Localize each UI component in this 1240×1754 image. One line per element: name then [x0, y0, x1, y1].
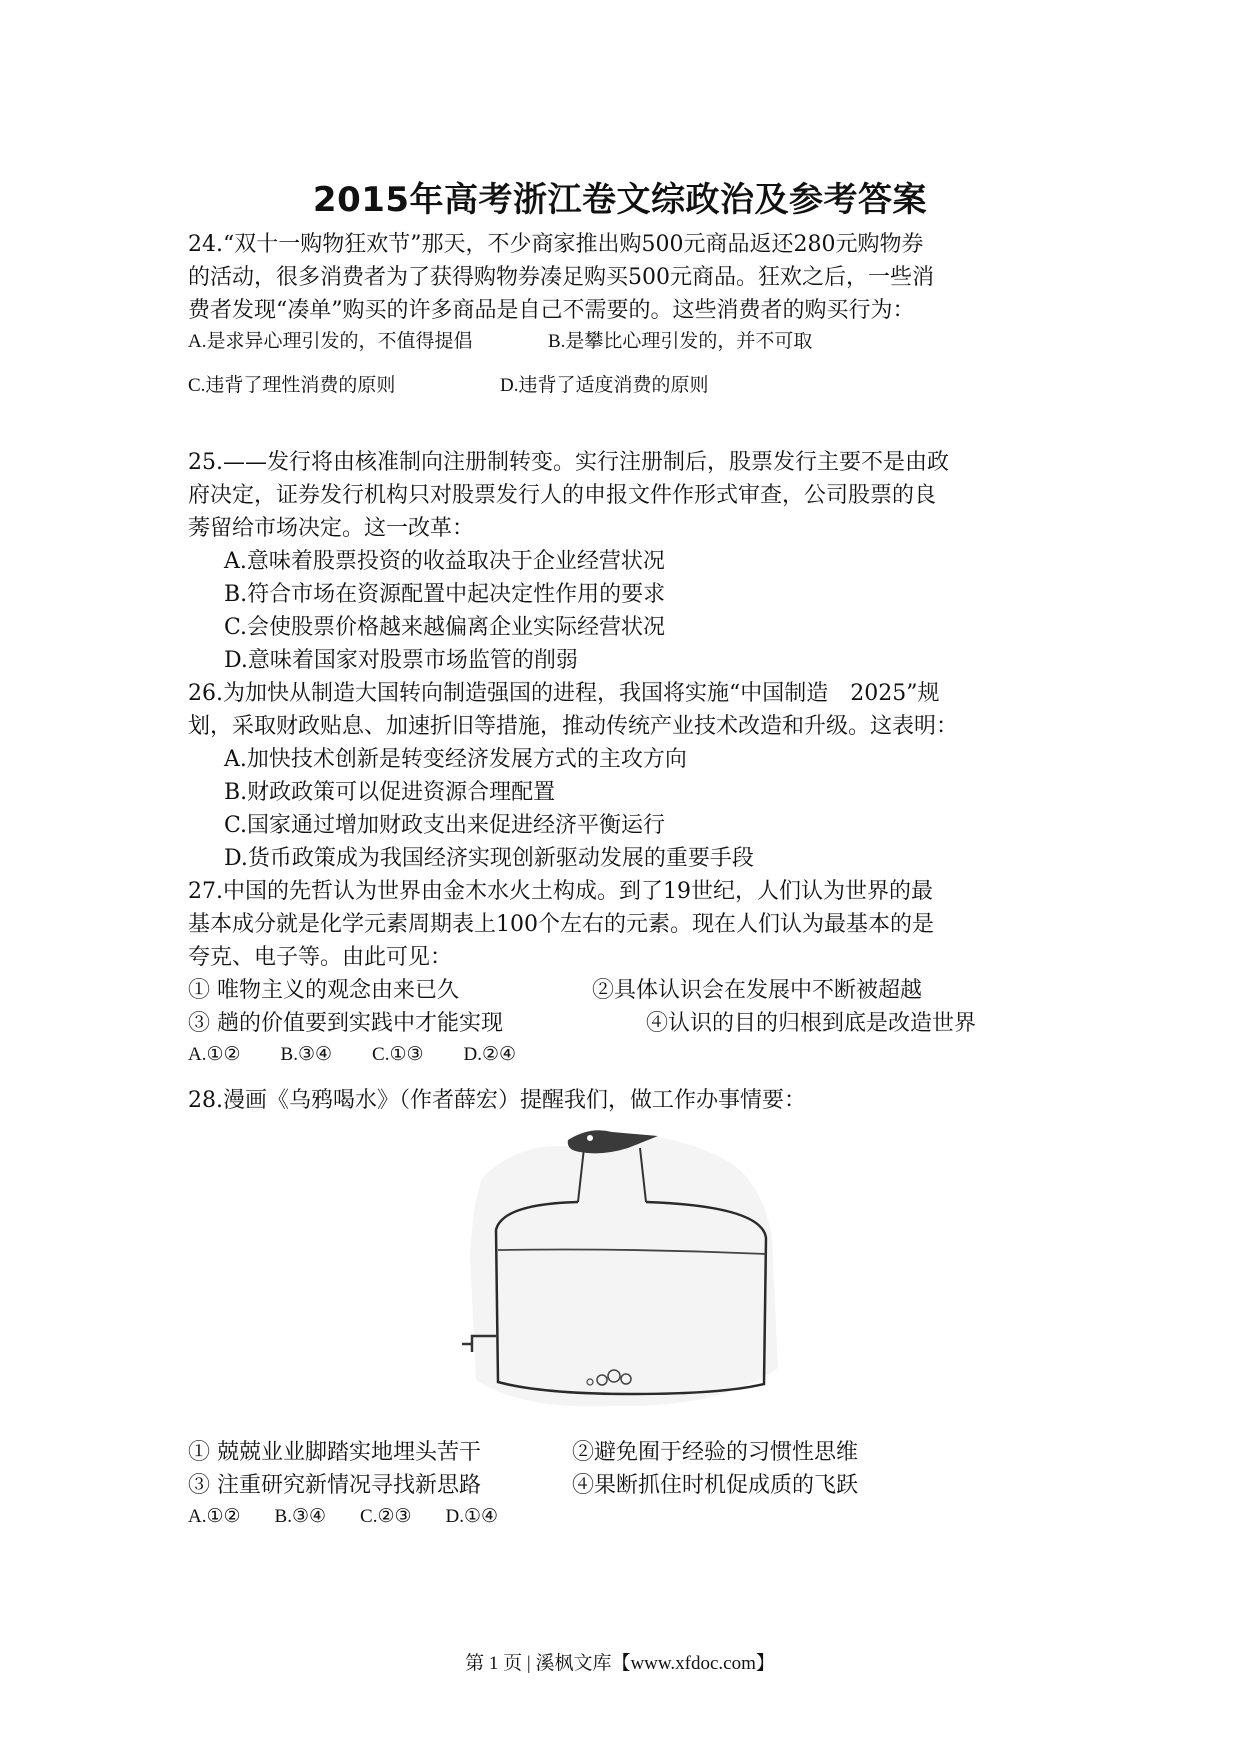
question-28-options	[188, 1436, 1058, 1532]
question-27-statements-row-1	[188, 974, 1058, 1007]
question-26-option-a: A.加快技术创新是转变经济发展方式的主攻方向	[224, 747, 687, 772]
question-26-line-2: 划，采取财政贴息、加速折旧等措施，推动传统产业技术改造和升级。这表明：	[188, 714, 959, 739]
question-24-options-row-2	[188, 371, 1058, 401]
question-28-statement-2: ②避免囿于经验的习惯性思维	[572, 1440, 859, 1465]
question-26-option-b: B.财政政策可以促进资源合理配置	[224, 780, 556, 805]
question-28	[188, 1084, 1058, 1117]
question-24-option-d: D.违背了适度消费的原则	[500, 375, 709, 396]
question-27-line-3: 夸克、电子等。由此可见：	[188, 945, 453, 970]
question-28-statement-1: ① 兢兢业业脚踏实地埋头苦干	[188, 1440, 481, 1465]
question-28-choices	[188, 1502, 1058, 1532]
question-25-line-3: 莠留给市场决定。这一改革：	[188, 516, 475, 541]
question-24-line-2: 的活动，很多消费者为了获得购物券凑足购买500元商品。狂欢之后，一些消	[188, 265, 934, 290]
question-28-line-1: 28.漫画《乌鸦喝水》（作者薛宏）提醒我们，做工作办事情要：	[188, 1088, 806, 1113]
question-27-line-1: 27.中国的先哲认为世界由金木水火土构成。到了19世纪，人们认为世界的最	[188, 879, 933, 904]
crow-drinking-cartoon	[462, 1118, 792, 1418]
page-footer: 第 1 页 | 溪枫文库【www.xfdoc.com】	[465, 1653, 775, 1674]
question-27-statement-2: ②具体认识会在发展中不断被超越	[592, 978, 923, 1003]
question-26-option-c: C.国家通过增加财政支出来促进经济平衡运行	[224, 813, 666, 838]
question-24-line-3: 费者发现“凑单”购买的许多商品是自己不需要的。这些消费者的购买行为：	[188, 298, 915, 323]
question-24-line-1: 24.“双十一购物狂欢节”那天，不少商家推出购500元商品返还280元购物券	[188, 232, 924, 257]
question-27-statement-1: ① 唯物主义的观念由来已久	[188, 978, 459, 1003]
question-25-line-1: 25.——发行将由核准制向注册制转变。实行注册制后，股票发行主要不是由政	[188, 450, 949, 475]
question-27-choice-d: D.②④	[463, 1044, 517, 1065]
question-25	[188, 446, 1058, 677]
question-27-statement-4: ④认识的目的归根到底是改造世界	[646, 1011, 977, 1036]
question-28-statement-4: ④果断抓住时机促成质的飞跃	[572, 1473, 859, 1498]
question-25-option-b: B.符合市场在资源配置中起决定性作用的要求	[224, 582, 666, 607]
question-27-choices	[188, 1040, 1058, 1070]
question-28-choice-a: A.①②	[188, 1506, 241, 1527]
question-24-options-row-1	[188, 327, 1058, 357]
question-28-statements-row-2	[188, 1469, 1058, 1502]
question-27-choice-a: A.①②	[188, 1044, 241, 1065]
question-24	[188, 228, 1058, 401]
question-28-statement-3: ③ 注重研究新情况寻找新思路	[188, 1473, 481, 1498]
question-27-statement-3: ③ 趟的价值要到实践中才能实现	[188, 1011, 503, 1036]
question-26	[188, 677, 1058, 875]
question-25-option-c: C.会使股票价格越来越偏离企业实际经营状况	[224, 615, 666, 640]
page-title: 2015年高考浙江卷文综政治及参考答案	[312, 180, 928, 220]
question-26-option-d: D.货币政策成为我国经济实现创新驱动发展的重要手段	[224, 846, 754, 871]
question-28-choice-c: C.②③	[360, 1506, 412, 1527]
question-25-option-d: D.意味着国家对股票市场监管的削弱	[224, 648, 578, 673]
question-24-option-b: B.是攀比心理引发的，并不可取	[548, 331, 813, 352]
question-24-option-a: A.是求异心理引发的，不值得提倡	[188, 331, 473, 352]
question-24-option-c: C.违背了理性消费的原则	[188, 375, 396, 396]
question-27-choice-b: B.③④	[280, 1044, 333, 1065]
question-27-line-2: 基本成分就是化学元素周期表上100个左右的元素。现在人们认为最基本的是	[188, 912, 934, 937]
question-28-statements-row-1	[188, 1436, 1058, 1469]
question-26-line-1: 26.为加快从制造大国转向制造强国的进程，我国将实施“中国制造 2025”规	[188, 681, 940, 706]
question-27	[188, 875, 1058, 1070]
question-25-option-a: A.意味着股票投资的收益取决于企业经营状况	[224, 549, 665, 574]
question-27-statements-row-2	[188, 1007, 1058, 1040]
question-28-choice-d: D.①④	[445, 1506, 499, 1527]
question-27-choice-c: C.①③	[372, 1044, 424, 1065]
question-28-choice-b: B.③④	[274, 1506, 327, 1527]
question-25-line-2: 府决定，证券发行机构只对股票发行人的申报文件作形式审查，公司股票的良	[188, 483, 937, 508]
